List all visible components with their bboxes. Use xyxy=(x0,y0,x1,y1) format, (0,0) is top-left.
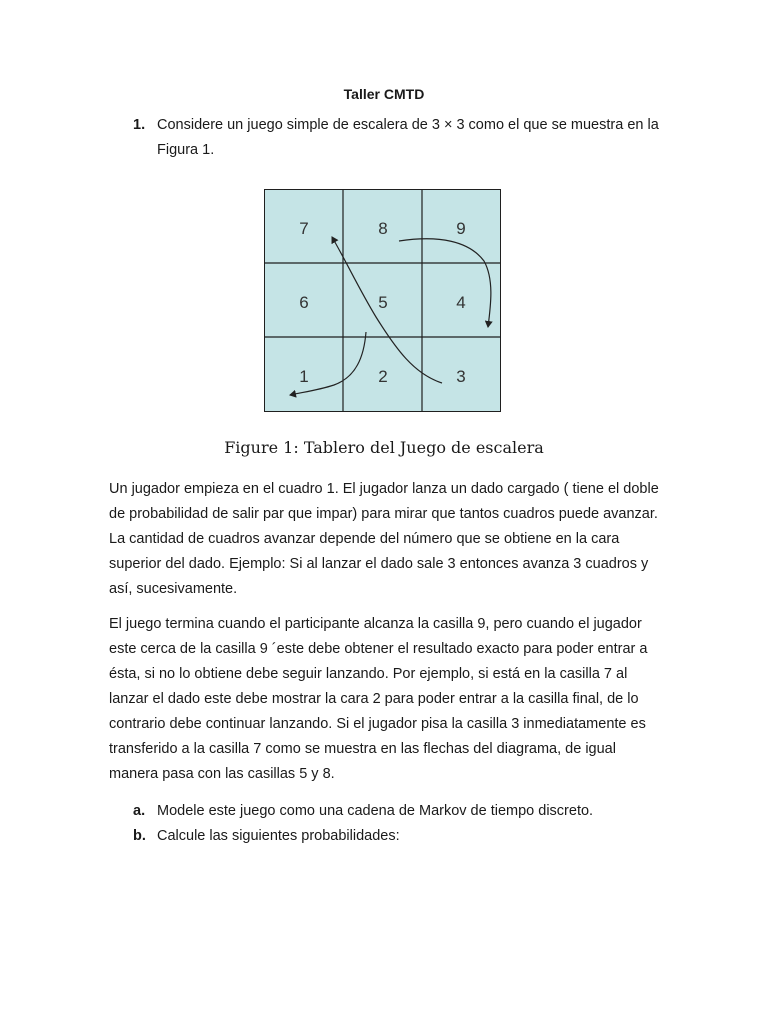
cell-number: 8 xyxy=(378,219,388,238)
cell-number: 2 xyxy=(378,367,388,386)
subitem-label: b. xyxy=(133,828,146,844)
paragraph-2: El juego termina cuando el participante alcanza la casilla 9, pero cuando el jugador este cerca de la casilla 9 ´este debe obtener el resultado exacto para poder entrar a ésta, si no lo obtiene debe seguir lanzando. Por ejemplo, si está en la casilla 7 al lanzar el dado este debe mostrar la cara 2 para poder entrar a la casilla final, de lo contrario debe continuar lanzando. Si el jugador pisa la casilla 3 inmediatamente es transferido a la casilla 7 como se muestra en las flechas del diagrama, de igual manera pasa con las casillas 5 y 8. xyxy=(109,616,648,782)
cell-number: 3 xyxy=(456,367,466,386)
question-text: Considere un juego simple de escalera de 3 × 3 como el que se muestra en la Figura 1. xyxy=(157,117,659,158)
arrow-8-to-4 xyxy=(399,239,491,327)
board-svg xyxy=(264,189,501,412)
paragraph-1: Un jugador empieza en el cuadro 1. El jugador lanza un dado cargado ( tiene el doble de probabilidad de salir par que impar) para mirar que tantos cuadros puede avanzar. La cantidad de cuadros avanzar depende del número que se obtiene en la cara superior del dado. Ejemplo: Si al lanzar el dado sale 3 entonces avanza 3 cuadros y así, sucesivamente. xyxy=(109,481,659,597)
question-number: 1. xyxy=(133,117,146,133)
subitem-label: a. xyxy=(133,803,146,819)
question-1 xyxy=(133,113,673,163)
ladder-board-figure xyxy=(264,189,501,412)
cell-number: 1 xyxy=(299,367,309,386)
figure-caption: Figure 1: Tablero del Juego de escalera xyxy=(224,438,544,457)
subitem-text: Modele este juego como una cadena de Markov de tiempo discreto. xyxy=(157,803,594,819)
cell-number: 7 xyxy=(299,219,309,238)
cell-number: 9 xyxy=(456,219,466,238)
subitem-text: Calcule las siguientes probabilidades: xyxy=(157,828,400,844)
cell-number: 6 xyxy=(299,293,309,312)
cell-number: 4 xyxy=(456,293,466,312)
subitem-a xyxy=(133,799,593,824)
subitem-b xyxy=(133,824,400,849)
document-title: Taller CMTD xyxy=(343,86,425,102)
cell-number: 5 xyxy=(378,293,388,312)
